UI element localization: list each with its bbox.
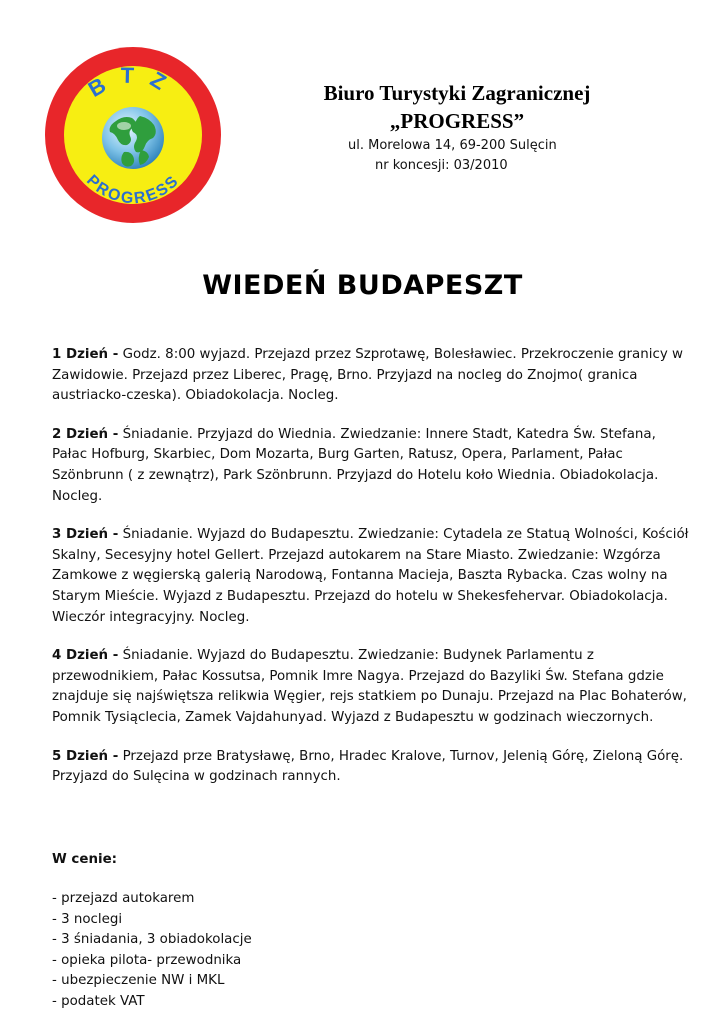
day-label: 3 Dzień -: [52, 527, 119, 543]
day-text: Śniadanie. Wyjazd do Budapesztu. Zwiedzanie: Cytadela ze Statuą Wolności, Kościół Skalny, Secesyjny hotel Gellert. Przejazd autokarem na Stare Miasto. Zwiedzanie: Wzgórza Zamkowe z węgierską galerią Narodową, Fontanna Macieja, Baszta Rybacka. Czas wolny na Starym Mieście. Wyjazd z Budapesztu. Przejazd do hotelu w Shekesfehervar. Obiadokolacja. Wieczór integracyjny. Nocleg.: [52, 527, 689, 625]
logo-text-bottom: PROGRESS: [83, 171, 183, 208]
list-item: - podatek VAT: [52, 993, 145, 1009]
company-logo: [44, 46, 222, 224]
day-label: 1 Dzień -: [52, 347, 119, 362]
list-item: - 3 śniadania, 3 obiadokolacje: [52, 932, 252, 948]
day-label: 2 Dzień -: [52, 426, 119, 442]
day-text: Przejazd prze Bratysławę, Brno, Hradec Kralove, Turnov, Jelenią Górę, Zieloną Górę. Przyjazd do Sulęcina w godzinach rannych.: [52, 748, 684, 785]
itinerary-day-3: [52, 525, 692, 628]
price-includes-list: [52, 889, 252, 1013]
license-number: nr koncesji: 03/2010: [375, 158, 508, 173]
list-item: - przejazd autokarem: [52, 891, 195, 906]
day-text: Godz. 8:00 wyjazd. Przejazd przez Szprotawę, Bolesławiec. Przekroczenie granicy w Zawidowie. Przejazd przez Liberec, Pragę, Brno. Przyjazd na nocleg do Znojmo( granica austriacko-czeska). Obiadokolacja. Nocleg.: [52, 347, 683, 404]
itinerary-day-5: [52, 747, 692, 788]
itinerary-day-4: [52, 646, 692, 728]
price-includes-heading: W cenie:: [52, 852, 118, 867]
day-text: Śniadanie. Wyjazd do Budapesztu. Zwiedzanie: Budynek Parlamentu z przewodnikiem, Pałac Kossutsa, Pomnik Imre Nagya. Przejazd do Bazyliki Św. Stefana gdzie znajduje się najświętsza relikwia Węgier, rejs statkiem po Dunaju. Przejazd na Plac Bohaterów, Pomnik Tysiąclecia, Zamek Vajdahunyad. Wyjazd z Budapesztu w godzinach wieczornych.: [52, 648, 687, 725]
itinerary-day-2: [52, 425, 692, 507]
itinerary: [52, 345, 692, 806]
list-item: - opieka pilota- przewodnika: [52, 952, 242, 968]
company-address: ul. Morelowa 14, 69-200 Sulęcin: [348, 138, 557, 153]
globe-icon: [102, 107, 164, 169]
logo-text-top: BTZ: [83, 62, 183, 103]
day-label: 5 Dzień -: [52, 748, 119, 764]
day-text: Śniadanie. Przyjazd do Wiednia. Zwiedzanie: Innere Stadt, Katedra Św. Stefana, Pałac Hofburg, Skarbiec, Dom Mozarta, Burg Garten, Ratusz, Opera, Parlament, Pałac Szönbrunn ( z zewnątrz), Park Szönbrunn. Przyjazd do Hotelu koło Wiednia. Obiadokolacja. Nocleg.: [52, 426, 659, 504]
company-name-line1: Biuro Turystyki Zagranicznej: [323, 81, 591, 105]
company-name-line2: „PROGRESS”: [389, 109, 525, 133]
day-label: 4 Dzień -: [52, 648, 119, 664]
list-item: - 3 noclegi: [52, 911, 123, 927]
itinerary-day-1: [52, 345, 692, 407]
document-title: WIEDEŃ BUDAPESZT: [202, 270, 523, 301]
list-item: - ubezpieczenie NW i MKL: [52, 973, 225, 989]
